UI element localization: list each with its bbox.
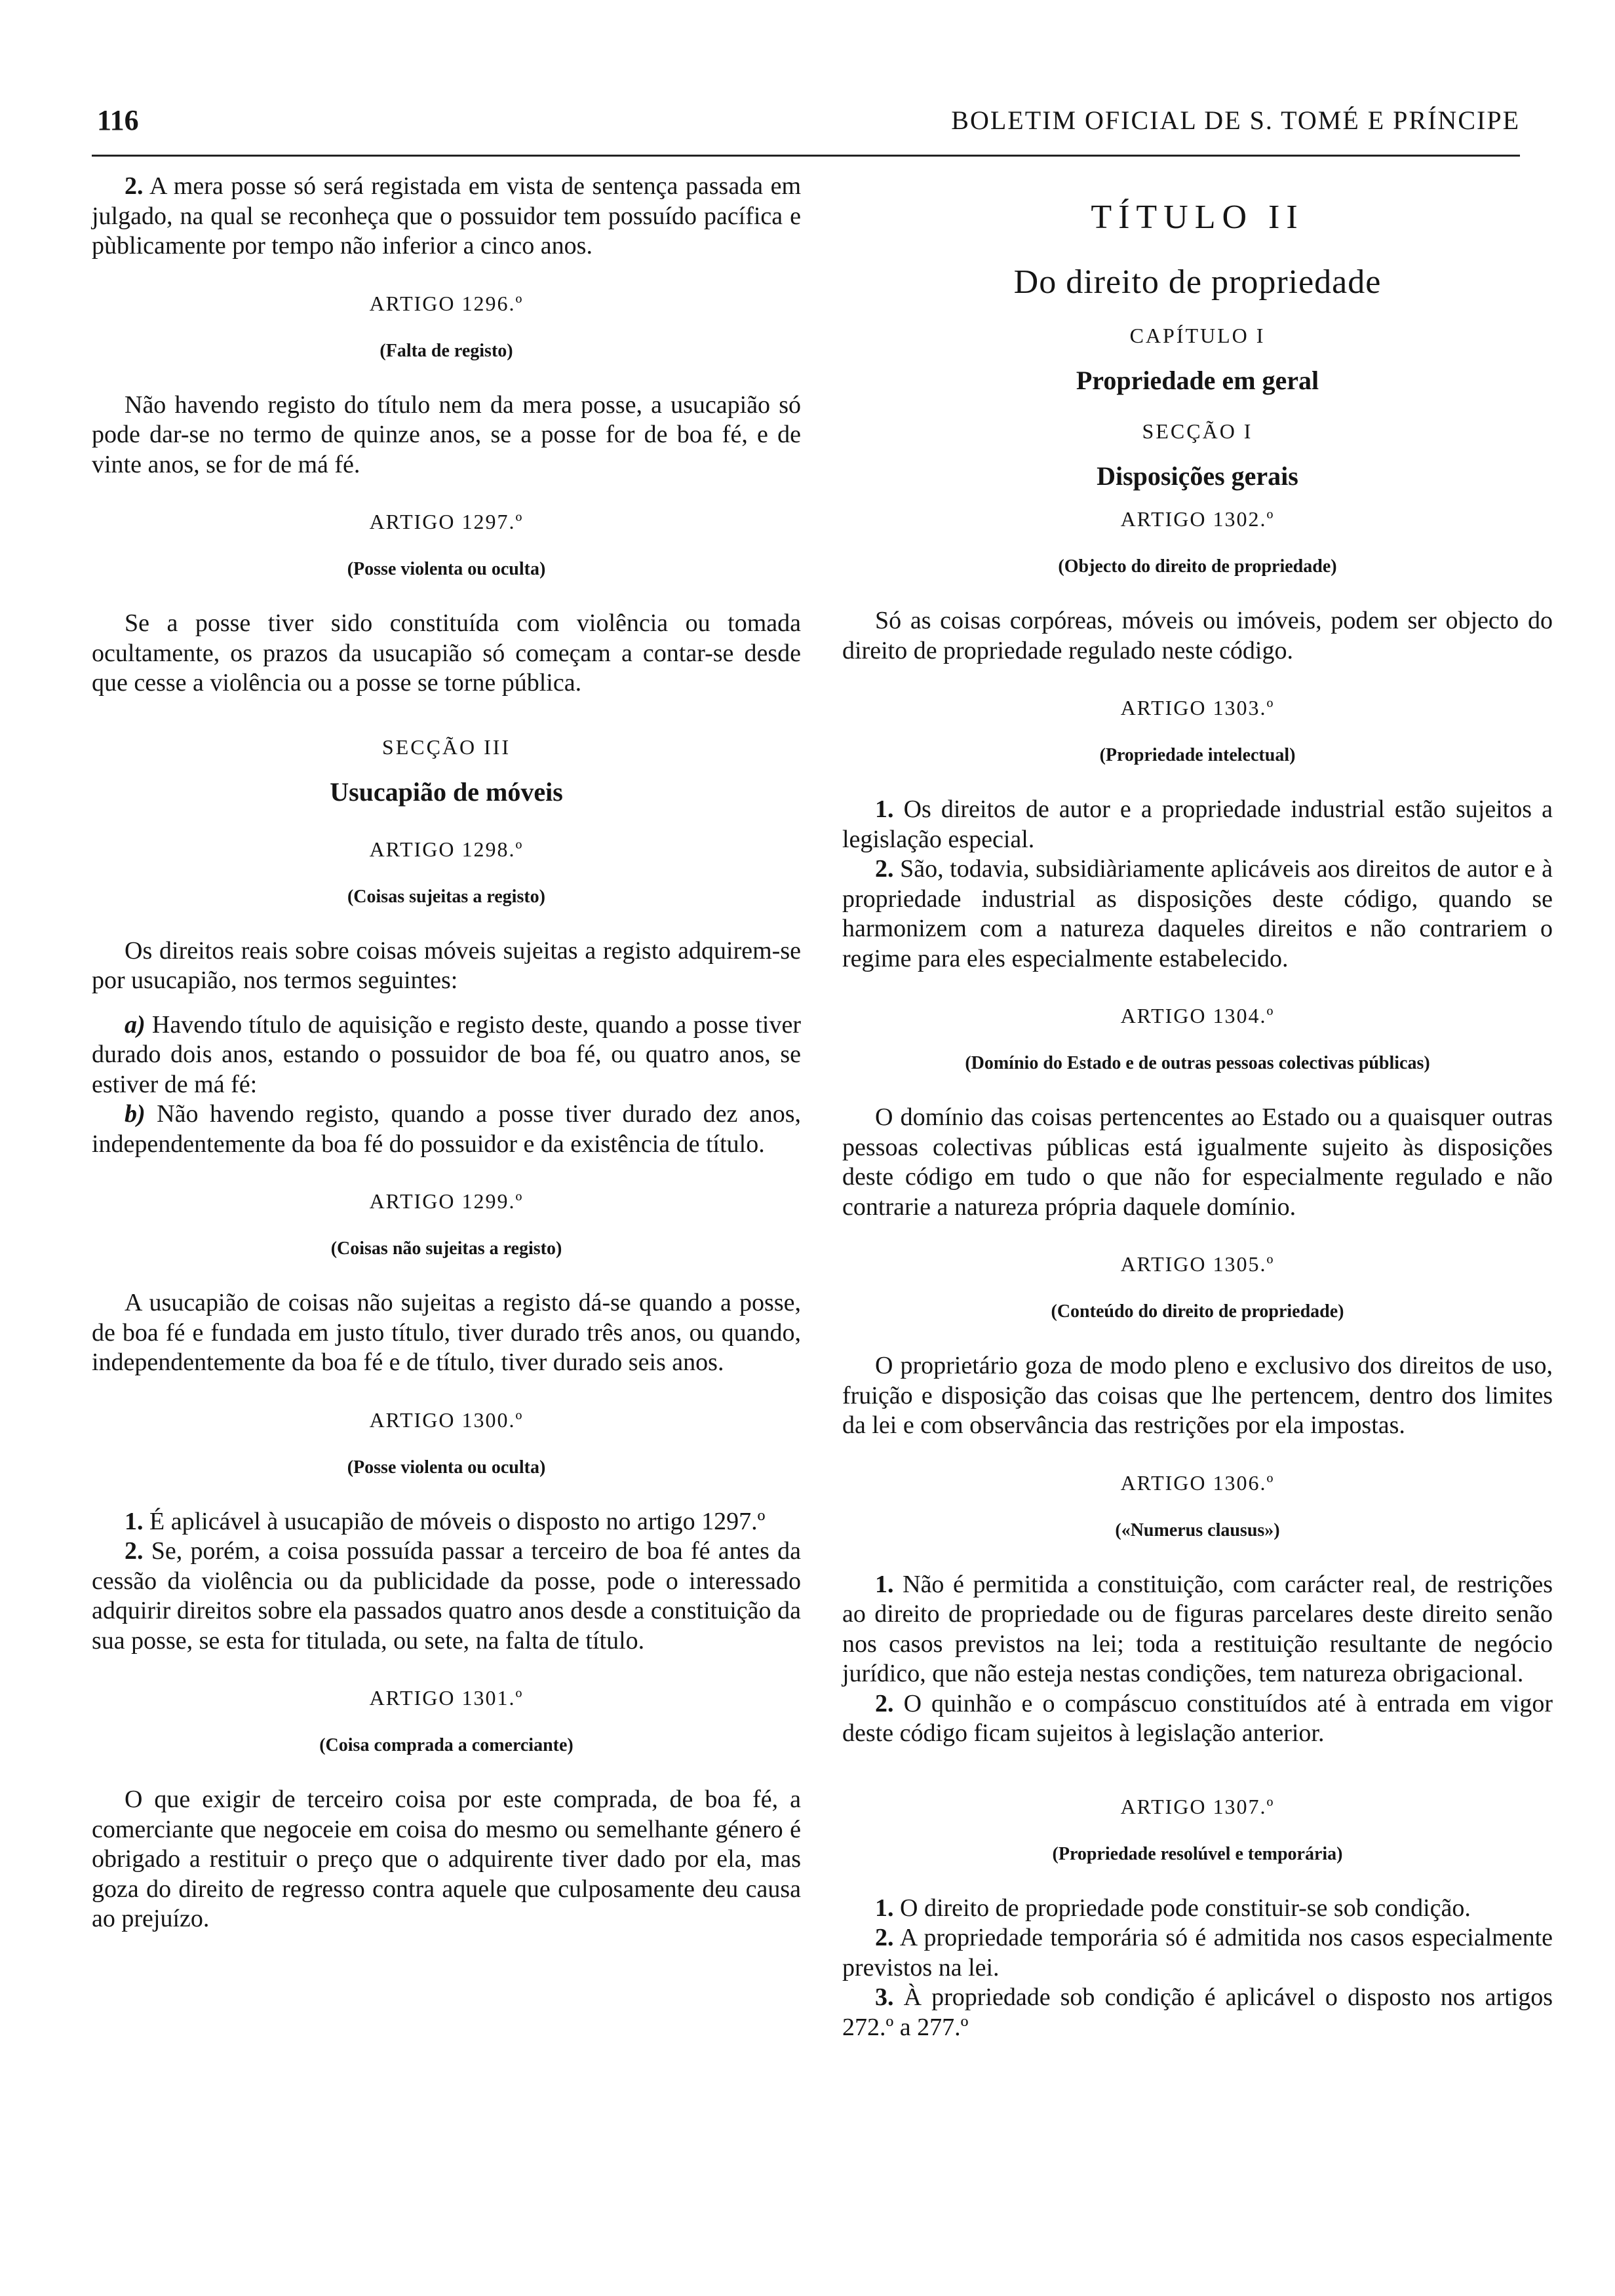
chapter-label: CAPÍTULO I (1129, 324, 1266, 347)
item-label: a) (125, 1010, 146, 1039)
paragraph-text: Não é permitida a constituição, com carácter real, de restrições ao direito de propriedade ou de figuras parcelares deste direito senão nos casos previstos na lei; toda a restituição resultante de negócio jurídico, que não esteja nestas condições, tem natureza obrigacional. (842, 1570, 1553, 1687)
title-label: TÍTULO II (1091, 199, 1304, 236)
page-header (92, 98, 1520, 151)
article-body-1299: A usucapião de coisas não sujeitas a registo dá-se quando a posse, de boa fé e fundada em justo título, tiver durado três anos, ou quando, independentemente da boa fé e de título, tiver durado seis anos. (92, 1289, 801, 1376)
article-heading-1296: ARTIGO 1296.º (369, 291, 524, 315)
article-epigraph-1307: (Propriedade resolúvel e temporária) (1052, 1843, 1343, 1864)
paragraph-intro (92, 172, 801, 261)
paragraph-number: 2. (125, 172, 144, 200)
article-epigraph-1298: (Coisas sujeitas a registo) (347, 886, 545, 907)
paragraph-number: 1. (125, 1507, 144, 1535)
article-epigraph-1299: (Coisas não sujeitas a registo) (330, 1238, 562, 1259)
paragraph-number: 1. (875, 1570, 894, 1598)
article-heading-1299: ARTIGO 1299.º (369, 1189, 524, 1213)
article-heading-1307: ARTIGO 1307.º (1120, 1794, 1275, 1818)
paragraph-text: É aplicável à usucapião de móveis o disposto no artigo 1297.º (149, 1507, 766, 1535)
section-label-1: SECÇÃO I (1142, 419, 1253, 443)
article-paragraph-1307-2 (842, 1923, 1553, 1983)
item-label: b) (125, 1100, 146, 1128)
article-heading-1302: ARTIGO 1302.º (1120, 507, 1275, 531)
paragraph-text: Se, porém, a coisa possuída passar a terceiro de boa fé antes da cessão da violência ou da publicidade da posse, pode o interessado adquirir direitos sobre ela passados quatro anos desde a constituição da sua posse, se esta for titulada, ou sete, na falta de título. (92, 1537, 801, 1655)
title-name: Do direito de propriedade (1013, 263, 1382, 301)
article-paragraph-1303-2 (842, 854, 1553, 974)
article-epigraph-1302: (Objecto do direito de propriedade) (1058, 556, 1337, 577)
article-heading-1303: ARTIGO 1303.º (1120, 696, 1275, 719)
paragraph-text: A propriedade temporária só é admitida nos casos especialmente previstos na lei. (842, 1924, 1553, 1981)
article-heading-1306: ARTIGO 1306.º (1120, 1470, 1275, 1495)
article-heading-1305: ARTIGO 1305.º (1120, 1252, 1275, 1276)
article-item-b (92, 1100, 801, 1159)
paragraph-number: 2. (875, 1924, 894, 1951)
article-body-1301: O que exigir de terceiro coisa por este comprada, de boa fé, a comerciante que negoceie em coisa do mesmo ou semelhante género é obrigado a restituir o preço que o adquirente tiver dado por ela, mas goza do direito de regresso contra aquele que culposamente deu causa ao prejuízo. (92, 1786, 801, 1932)
article-body-1296: Não havendo registo do título nem da mera posse, a usucapião só pode dar-se no termo de quinze anos, se a posse for de boa fé, e de vinte anos, se for de má fé. (92, 391, 801, 478)
article-heading-1297: ARTIGO 1297.º (369, 510, 524, 533)
article-epigraph-1305: (Conteúdo do direito de propriedade) (1051, 1301, 1344, 1322)
left-column (92, 172, 801, 1934)
article-body-1305: O proprietário goza de modo pleno e exclusivo dos direitos de uso, fruição e disposição das coisas que lhe pertencem, dentro dos limites da lei e com observância das restrições por ela impostas. (842, 1352, 1553, 1439)
article-body-1304: O domínio das coisas pertencentes ao Estado ou a quaisquer outras pessoas colectivas públicas está igualmente sujeito às disposições deste código em tudo o que não for especialmente regulado e não contrarie a natureza própria daquele domínio. (842, 1103, 1553, 1221)
paragraph-text: São, todavia, subsidiàriamente aplicáveis aos direitos de autor e à propriedade industrial as disposições deste código, quando se harmonizem com a natureza daqueles direitos e não contrariem o regime para eles especialmente estabelecido. (842, 855, 1553, 972)
article-heading-1300: ARTIGO 1300.º (369, 1407, 524, 1432)
article-paragraph-1300-1 (92, 1507, 801, 1537)
article-epigraph-1306: («Numerus clausus») (1115, 1520, 1280, 1540)
paragraph-text: Os direitos de autor e a propriedade industrial estão sujeitos a legislação especial. (842, 795, 1553, 853)
paragraph-number: 2. (875, 1689, 894, 1717)
header-rule (92, 155, 1520, 157)
article-item-a (92, 1010, 801, 1100)
article-epigraph-1296: (Falta de registo) (379, 340, 513, 361)
article-heading-1304: ARTIGO 1304.º (1120, 1004, 1275, 1027)
journal-title: BOLETIM OFICIAL DE S. TOMÉ E PRÍNCIPE (951, 105, 1520, 135)
right-column (842, 172, 1553, 2042)
paragraph-text: O direito de propriedade pode constituir-se sob condição. (900, 1894, 1471, 1922)
section-title-3: Usucapião de móveis (330, 776, 563, 807)
paragraph-text: O quinhão e o compáscuo constituídos até à entrada em vigor deste código ficam sujeitos à legislação anterior. (842, 1689, 1553, 1747)
article-epigraph-1304: (Domínio do Estado e de outras pessoas colectivas públicas) (965, 1053, 1430, 1073)
article-heading-1301: ARTIGO 1301.º (369, 1686, 524, 1710)
article-body-1302: Só as coisas corpóreas, móveis ou imóveis, podem ser objecto do direito de propriedade regulado neste código. (842, 607, 1553, 664)
page-number: 116 (97, 104, 139, 136)
paragraph-text: A mera posse só será registada em vista de sentença passada em julgado, na qual se reconheça que o possuidor tem possuído pacífica e pùblicamente por tempo não inferior a cinco anos. (92, 172, 802, 259)
article-paragraph-1300-2 (92, 1537, 801, 1656)
article-epigraph-1297: (Posse violenta ou oculta) (347, 559, 546, 579)
item-text: Havendo título de aquisição e registo deste, quando a posse tiver durado dois anos, estando o possuidor de boa fé, ou quatro anos, se estiver de má fé: (92, 1010, 802, 1098)
article-body-1297: Se a posse tiver sido constituída com violência ou tomada ocultamente, os prazos da usucapião só começam a contar-se desde que cesse a violência ou a posse se torne pública. (92, 609, 801, 697)
paragraph-number: 2. (875, 855, 894, 883)
section-label-3: SECÇÃO III (381, 735, 511, 759)
chapter-title: Propriedade em geral (1076, 366, 1319, 395)
paragraph-number: 3. (875, 1983, 894, 2011)
article-heading-1298: ARTIGO 1298.º (369, 837, 524, 861)
section-title-1: Disposições gerais (1097, 461, 1298, 491)
article-body-1298: Os direitos reais sobre coisas móveis sujeitas a registo adquirem-se por usucapião, nos termos seguintes: (92, 936, 801, 994)
paragraph-text: À propriedade sob condição é aplicável o disposto nos artigos 272.º a 277.º (842, 1983, 1553, 2041)
article-epigraph-1301: (Coisa comprada a comerciante) (319, 1735, 574, 1755)
paragraph-number: 1. (875, 1894, 894, 1922)
paragraph-number: 2. (125, 1537, 144, 1565)
article-paragraph-1303-1 (842, 795, 1553, 854)
article-paragraph-1306-1 (842, 1570, 1553, 1689)
paragraph-number: 1. (875, 795, 894, 823)
article-paragraph-1307-1 (842, 1894, 1553, 1924)
article-paragraph-1307-3 (842, 1983, 1553, 2042)
article-epigraph-1303: (Propriedade intelectual) (1099, 745, 1296, 765)
article-paragraph-1306-2 (842, 1689, 1553, 1749)
article-epigraph-1300: (Posse violenta ou oculta) (347, 1457, 546, 1478)
item-text: Não havendo registo, quando a posse tiver durado dez anos, independentemente da boa fé do possuidor e da existência de título. (92, 1100, 801, 1158)
